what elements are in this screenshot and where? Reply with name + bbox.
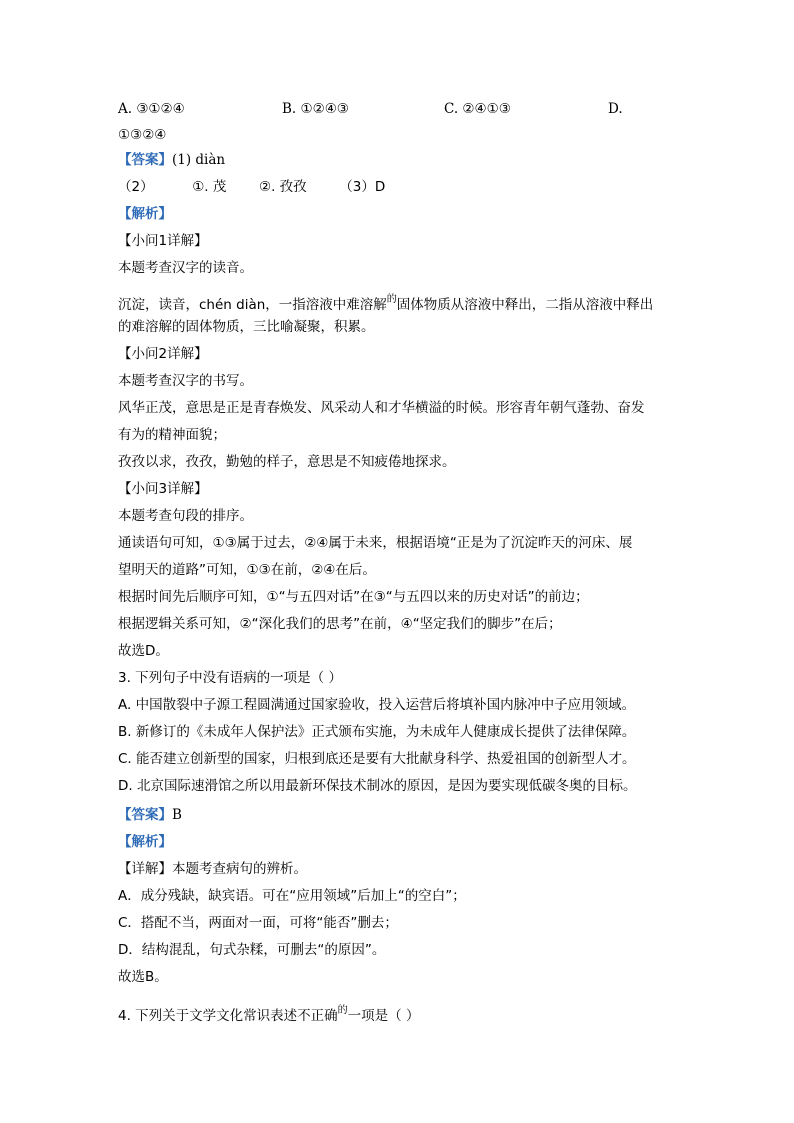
option-d-value: ①③②④	[118, 127, 167, 143]
q3-answer-value: B	[172, 807, 182, 823]
answer-part2-b: ①. 茂	[192, 179, 227, 195]
sub3-line6: 故选D。	[118, 643, 169, 659]
q3-answer-line	[118, 806, 182, 824]
q3-option-b: B. 新修订的《未成年人保护法》正式颁布实施，为未成年人健康成长提供了法律保障。	[118, 724, 636, 740]
sub2-line3: 有为的精神面貌；	[118, 427, 226, 443]
sub3-line1: 本题考查句段的排序。	[118, 508, 253, 524]
q3-option-c: C. 能否建立创新型的国家，归根到底还是要有大批献身科学、热爱祖国的创新型人才。	[118, 751, 636, 767]
sub3-line5: 根据逻辑关系可知，②“深化我们的思考”在前，④“坚定我们的脚步”在后；	[118, 616, 562, 632]
sub2-line2: 风华正茂，意思是正是青春焕发、风采动人和才华横溢的时候。形容青年朝气蓬勃、奋发	[118, 400, 645, 416]
q3-answer-label: 【答案】	[118, 807, 172, 823]
q3-detail-text: 本题考查病句的辨析。	[172, 861, 307, 877]
q4-stem-de: 的	[337, 1005, 348, 1016]
option-a: A. ③①②④	[118, 101, 185, 117]
sub1-title: 【小问1详解】	[118, 233, 208, 249]
option-b: B. ①②④③	[282, 101, 349, 117]
answer-part1: (1) diàn	[172, 152, 226, 168]
sub2-line4: 孜孜以求，孜孜，勤勉的样子，意思是不知疲倦地探求。	[118, 454, 456, 470]
sub1-line2	[118, 291, 653, 314]
q4-stem-b: 一项是（ ）	[347, 1008, 420, 1024]
option-d-letter: D.	[608, 101, 623, 117]
q3-explain-c: C．搭配不当，两面对一面，可将“能否”删去；	[118, 915, 398, 931]
sub1-line2-a: 沉淀，读音，chén diàn，一指溶液中难溶解	[118, 297, 387, 313]
answer-part2-c: ②. 孜孜	[258, 179, 307, 195]
answer-line-2	[118, 178, 385, 196]
sub3-line3: 望明天的道路”可知，①③在前，②④在后。	[118, 562, 376, 578]
sub2-title: 【小问2详解】	[118, 346, 208, 362]
q4-stem	[118, 1002, 419, 1025]
answer-part2-a: （2）	[118, 179, 154, 195]
q4-stem-a: 4. 下列关于文学文化常识表述不正确	[118, 1008, 338, 1024]
option-c: C. ②④①③	[444, 101, 511, 117]
q3-stem: 3. 下列句子中没有语病的一项是（ ）	[118, 670, 342, 686]
q3-detail-label: 【详解】	[118, 861, 172, 877]
q3-conclusion: 故选B。	[118, 969, 168, 985]
q3-option-a: A. 中国散裂中子源工程圆满通过国家验收，投入运营后将填补国内脉冲中子应用领域。	[118, 697, 636, 713]
q3-explain-d: D．结构混乱，句式杂糅，可删去“的原因”。	[118, 942, 386, 958]
q3-analysis-label: 【解析】	[118, 834, 172, 850]
sub1-line1: 本题考查汉字的读音。	[118, 260, 253, 276]
sub1-line3: 的难溶解的固体物质，三比喻凝聚，积累。	[118, 319, 375, 335]
answer-label: 【答案】	[118, 152, 172, 168]
answer-part2-d: （3）D	[339, 179, 386, 195]
q3-option-d: D. 北京国际速滑馆之所以用最新环保技术制冰的原因，是因为要实现低碳冬奥的目标。	[118, 778, 637, 794]
sub3-line4: 根据时间先后顺序可知，①“与五四对话”在③“与五四以来的历史对话”的前边；	[118, 589, 589, 605]
sub3-title: 【小问3详解】	[118, 481, 208, 497]
sub2-line1: 本题考查汉字的书写。	[118, 373, 253, 389]
sub3-line2: 通读语句可知，①③属于过去，②④属于未来，根据语境“正是为了沉淀昨天的河床、展	[118, 535, 633, 551]
q3-explain-a: A．成分残缺，缺宾语。可在“应用领域”后加上“的空白”；	[118, 888, 466, 904]
sub1-line2-de: 的	[386, 294, 397, 305]
q3-detail-line	[118, 860, 307, 878]
analysis-label: 【解析】	[118, 206, 172, 222]
sub1-line2-b: 固体物质从溶液中释出，二指从溶液中释出	[396, 297, 654, 313]
answer-line	[118, 151, 225, 169]
